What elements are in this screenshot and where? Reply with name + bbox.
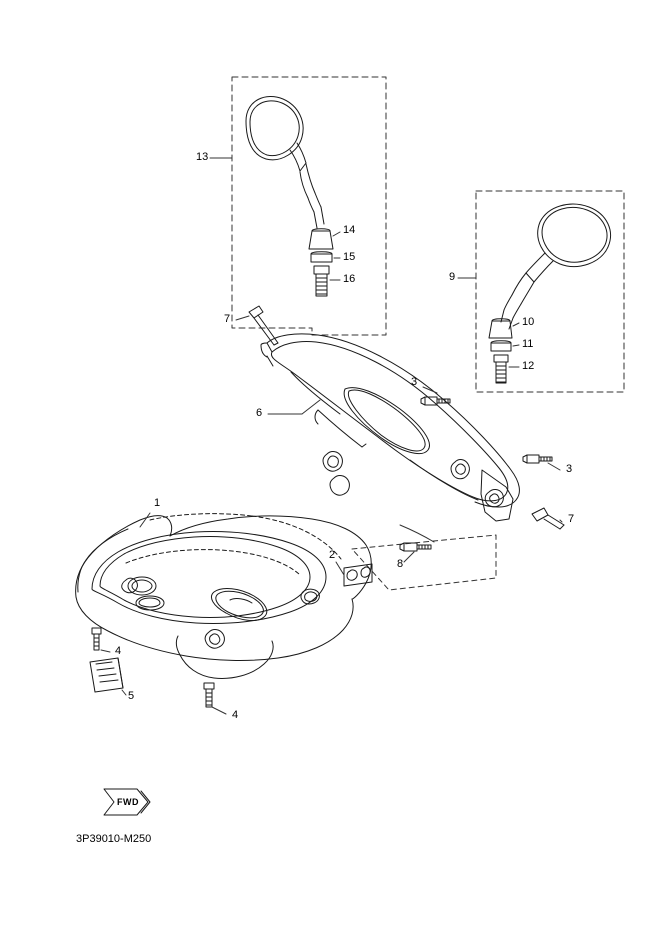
bracket-plate — [344, 564, 372, 586]
callout-3-upper: 3 — [411, 376, 418, 388]
callout-14: 14 — [343, 224, 356, 236]
callout-7-top: 7 — [224, 313, 231, 325]
group-box-bracket — [352, 535, 496, 590]
fwd-label: FWD — [117, 797, 139, 807]
callout-2: 2 — [329, 549, 336, 561]
screw-8 — [400, 543, 431, 551]
callout-3-right: 3 — [566, 463, 573, 475]
callout-8: 8 — [397, 558, 404, 570]
screw-4-bottom — [204, 683, 214, 707]
callout-7-right: 7 — [568, 513, 575, 525]
handlebar-upper-cover — [261, 334, 519, 521]
callout-13: 13 — [196, 151, 209, 163]
part-code: 3P39010-M250 — [76, 833, 152, 845]
screw-7-right — [532, 508, 564, 529]
callout-10: 10 — [522, 316, 535, 328]
right-mirror-assembly — [489, 204, 611, 383]
callout-1: 1 — [154, 497, 161, 509]
screw-3-right — [523, 455, 552, 463]
callout-16: 16 — [343, 273, 356, 285]
callout-9: 9 — [449, 271, 456, 283]
left-mirror-assembly — [246, 97, 333, 296]
clip-plate-5 — [90, 658, 123, 692]
callout-4-left: 4 — [115, 645, 122, 657]
callout-15: 15 — [343, 251, 356, 263]
callout-12: 12 — [522, 360, 535, 372]
callout-4-bottom: 4 — [232, 709, 239, 721]
callout-6: 6 — [256, 407, 263, 419]
callout-11: 11 — [522, 338, 534, 350]
callout-5: 5 — [128, 690, 135, 702]
group-box-left-mirror — [232, 77, 386, 335]
screw-4-left — [92, 628, 101, 650]
